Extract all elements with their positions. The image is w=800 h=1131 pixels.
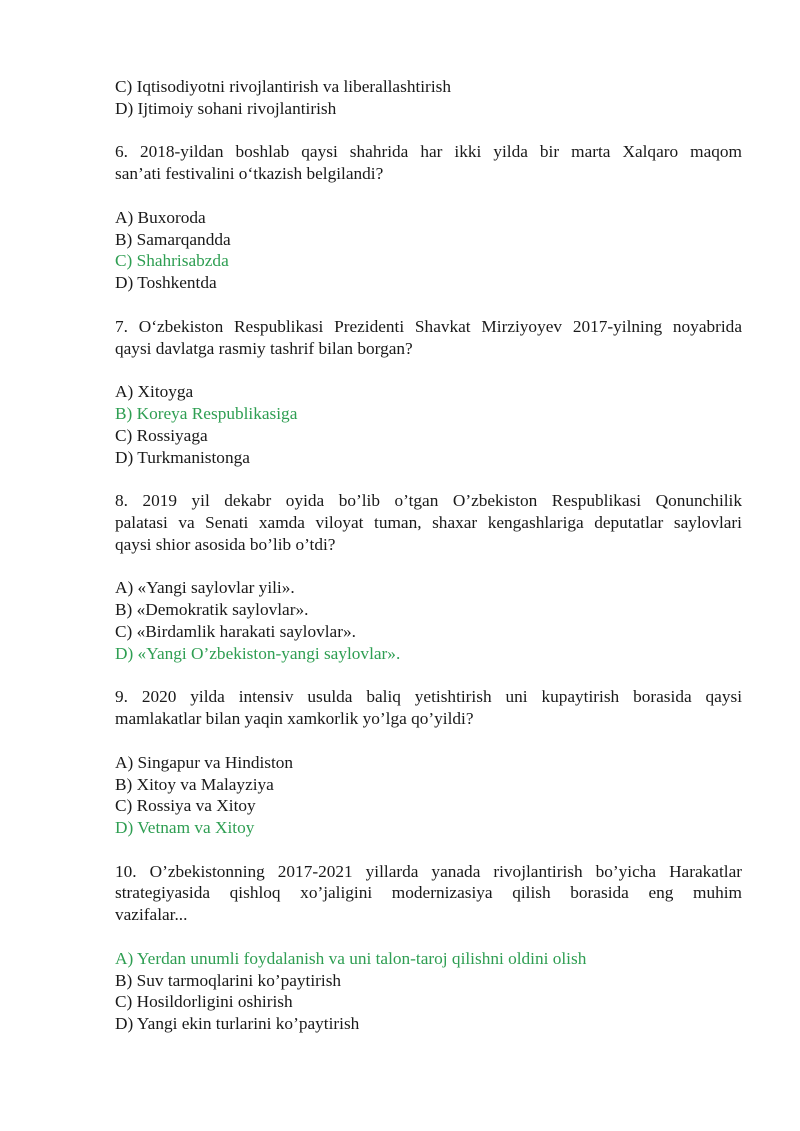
spacer [115,839,742,861]
option-a: A) Singapur va Hindiston [115,752,294,772]
question-line: strategiyasida qishloq xo’jaligini modernizasiya qilish borasida eng muhim [115,883,742,903]
option-c: C) Rossiyaga [115,425,208,445]
option-d: D) Ijtimoiy sohani rivojlantirish [115,98,337,118]
previous-question-options [115,76,742,120]
question-line: 10. O’zbekistonning 2017-2021 yillarda yanada rivojlantirish bo’yicha Harakatlar [115,861,742,881]
question-line: mamlakatlar bilan yaqin xamkorlik yo’lga qo’yildi? [115,709,474,729]
document-page [115,76,742,1035]
spacer [115,185,742,207]
option-a: A) Buxoroda [115,207,206,227]
question-line: qaysi davlatga rasmiy tashrif bilan borgan? [115,338,413,358]
option-b: B) Suv tarmoqlarini ko’paytirish [115,970,342,990]
option-c: C) Rossiya va Xitoy [115,796,256,816]
option-c: C) Hosildorligini oshirish [115,992,293,1012]
question-text [115,316,742,360]
option-b: B) Xitoy va Malayziya [115,774,274,794]
spacer [115,926,742,948]
option-c: C) «Birdamlik harakati saylovlar». [115,621,356,641]
question-text [115,861,742,926]
option-c-correct-answer: C) Shahrisabzda [115,251,229,271]
spacer [115,468,742,490]
option-b: B) Samarqandda [115,229,231,249]
option-b-correct-answer: B) Koreya Respublikasiga [115,403,298,423]
question-text [115,141,742,185]
option-d-correct-answer: D) Vetnam va Xitoy [115,818,255,838]
question-6 [115,141,742,294]
option-a: A) «Yangi saylovlar yili». [115,578,295,598]
option-c: C) Iqtisodiyotni rivojlantirish va liberallashtirish [115,77,451,96]
option-d: D) Toshkentda [115,273,217,293]
option-a: A) Xitoyga [115,382,194,402]
question-9 [115,686,742,839]
spacer [115,730,742,752]
question-line: 7. O‘zbekiston Respublikasi Prezidenti Shavkat Mirziyoyev 2017-yilning noyabrida [115,316,742,336]
question-text [115,490,742,555]
spacer [115,120,742,142]
option-a-correct-answer: A) Yerdan unumli foydalanish va uni talon-taroj qilishni oldini olish [115,948,587,968]
question-line: 6. 2018-yildan boshlab qaysi shahrida har ikki yilda bir marta Xalqaro maqom [115,142,742,162]
question-line: vazifalar... [115,905,188,925]
option-d: D) Yangi ekin turlarini ko’paytirish [115,1014,360,1034]
question-line: palatasi va Senati xamda viloyat tuman, shaxar kengashlariga deputatlar saylovlari [115,512,742,532]
question-line: 9. 2020 yilda intensiv usulda baliq yetishtirish uni kupaytirish borasida qaysi [115,687,742,707]
spacer [115,294,742,316]
question-10 [115,861,742,1035]
question-7 [115,316,742,469]
spacer [115,556,742,578]
question-line: 8. 2019 yil dekabr oyida bo’lib o’tgan O’zbekiston Respublikasi Qonunchilik [115,491,742,511]
question-line: san’ati festivalini o‘tkazish belgilandi? [115,164,384,184]
option-d: D) Turkmanistonga [115,447,250,467]
option-b: B) «Demokratik saylovlar». [115,600,309,620]
question-text [115,686,742,730]
question-line: qaysi shior asosida bo’lib o’tdi? [115,534,336,554]
spacer [115,665,742,687]
question-8 [115,490,742,664]
spacer [115,359,742,381]
option-d-correct-answer: D) «Yangi O’zbekiston-yangi saylovlar». [115,643,401,663]
